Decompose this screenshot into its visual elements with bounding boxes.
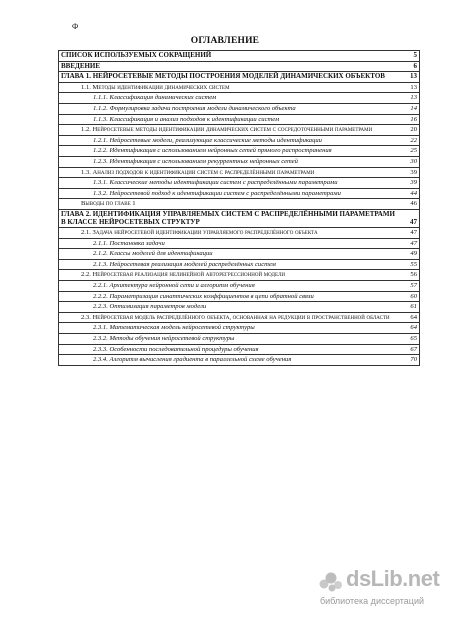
toc-entry-text: 2.3. Нейросетевая модель распределённого объекта, основанная на редукции в пространственной области bbox=[81, 313, 390, 321]
toc-entry-text: 1.1. Методы идентификации динамических систем bbox=[81, 83, 230, 91]
toc-entry-text: ГЛАВА 1. НЕЙРОСЕТЕВЫЕ МЕТОДЫ ПОСТРОЕНИЯ МОДЕЛЕЙ ДИНАМИЧЕСКИХ ОБЪЕКТОВ bbox=[61, 72, 385, 81]
toc-entry bbox=[58, 228, 420, 239]
toc-entry bbox=[58, 189, 420, 200]
toc-entry-text: 2.1.2. Классы моделей для идентификации bbox=[93, 250, 213, 258]
watermark-brand: dsLib.net bbox=[346, 566, 440, 591]
watermark-tagline: библиотека диссертаций bbox=[320, 596, 425, 606]
toc-entry-page: 22 bbox=[410, 136, 417, 144]
toc-entry bbox=[58, 239, 420, 250]
toc-title: ОГЛАВЛЕНИЕ bbox=[190, 36, 260, 46]
toc-entry bbox=[58, 136, 420, 147]
toc-entry bbox=[58, 323, 420, 334]
toc-entry bbox=[58, 178, 420, 189]
toc-entry bbox=[58, 62, 420, 73]
toc-entry bbox=[58, 292, 420, 303]
toc-entry-text: 1.2.1. Нейросетевые модели, реализующие классические методы идентификации bbox=[93, 136, 322, 144]
toc-entry bbox=[58, 260, 420, 271]
toc-entry bbox=[58, 93, 420, 104]
toc-entry bbox=[58, 104, 420, 115]
toc-entry-page: 49 bbox=[410, 250, 417, 258]
toc-entry-text: 1.3.2. Нейросетевой подход к идентификации систем с распределёнными параметрами bbox=[93, 189, 341, 197]
toc-entry-page: 39 bbox=[410, 179, 417, 187]
toc-entry-text: 2.3.4. Алгоритм вычисления градиента в параллельной схеме обучения bbox=[93, 356, 292, 364]
toc-entry-page: 67 bbox=[410, 345, 417, 353]
toc-entry-text: 2.2.1. Архитектура нейронной сети и алгоритм обучения bbox=[93, 282, 255, 290]
toc-entry-page: 13 bbox=[410, 72, 417, 81]
toc-entry-page: 55 bbox=[410, 260, 417, 268]
toc-entry-page: 61 bbox=[410, 303, 417, 311]
toc-entry bbox=[58, 313, 420, 324]
toc-entry-page: 47 bbox=[410, 239, 417, 247]
toc-entry-text: 1.1.1. Классификация динамических систем bbox=[93, 94, 217, 102]
toc-entry-page: 25 bbox=[410, 147, 417, 155]
toc-entry-page: 46 bbox=[410, 200, 417, 208]
toc-entry-page: 30 bbox=[410, 157, 417, 165]
toc-entry bbox=[58, 210, 420, 228]
toc-entry bbox=[58, 83, 420, 94]
toc-entry-text: 2.2. Нейросетевая реализация нелинейной авторегрессионной модели bbox=[81, 271, 285, 279]
toc-entry-page: 20 bbox=[410, 126, 417, 134]
toc-entry-page: 14 bbox=[410, 104, 417, 112]
toc-entry-page: 70 bbox=[410, 356, 417, 364]
toc-entry bbox=[58, 168, 420, 179]
toc-entry-text: 2.2.3. Оптимизация параметров модели bbox=[93, 303, 207, 311]
toc-entry bbox=[58, 281, 420, 292]
toc-entry bbox=[58, 199, 420, 210]
toc-entry bbox=[58, 146, 420, 157]
toc-entry-text: Выводы по главе 1 bbox=[81, 200, 136, 208]
toc-entry bbox=[58, 270, 420, 281]
toc-entry-text: 2.1.1. Постановка задачи bbox=[93, 239, 165, 247]
toc-entry-text: 2.1. Задача нейросетевой идентификации управляемого распределённого объекта bbox=[81, 229, 318, 237]
toc-entry-page: 13 bbox=[410, 94, 417, 102]
toc-entry-page: 56 bbox=[410, 271, 417, 279]
toc-entry-text: 2.2.2. Параметризация синаптических коэффициентов в цепи обратной связи bbox=[93, 292, 314, 300]
page-mark: Ф bbox=[72, 22, 79, 31]
toc-entry-page: 44 bbox=[410, 189, 417, 197]
toc-entry bbox=[58, 72, 420, 83]
toc-entry-text: 1.2.3. Идентификация с использованием рекуррентных нейронных сетей bbox=[93, 157, 298, 165]
toc-entry-text: ВВЕДЕНИЕ bbox=[61, 61, 101, 70]
toc-entry-text: 1.1.2. Формулировка задачи построения модели динамического объекта bbox=[93, 104, 296, 112]
toc-entry bbox=[58, 249, 420, 260]
toc-entry-page: 65 bbox=[410, 335, 417, 343]
toc-entry-text: 2.3.1. Математическая модель нейросетевой структуры bbox=[93, 324, 255, 332]
toc-entry bbox=[58, 355, 420, 366]
toc-entry bbox=[58, 345, 420, 356]
toc-entry-page: 39 bbox=[410, 168, 417, 176]
toc-entry-text: 1.1.3. Классификация и анализ подходов к идентификации систем bbox=[93, 115, 280, 123]
toc-entry bbox=[58, 50, 420, 62]
toc-entry bbox=[58, 157, 420, 168]
table-of-contents bbox=[58, 50, 420, 366]
toc-entry-text: 1.3. Анализ подходов к идентификации систем с распределёнными параметрами bbox=[81, 168, 315, 176]
toc-entry-text: 2.3.2. Методы обучения нейросетевой структуры bbox=[93, 335, 235, 343]
toc-entry-text: 2.1.3. Нейросетевая реализация моделей распределённых систем bbox=[93, 260, 276, 268]
toc-entry-page: 57 bbox=[410, 282, 417, 290]
toc-entry bbox=[58, 302, 420, 313]
toc-entry bbox=[58, 125, 420, 136]
toc-entry-text: ГЛАВА 2. ИДЕНТИФИКАЦИЯ УПРАВЛЯЕМЫХ СИСТЕМ С РАСПРЕДЕЛЁННЫМИ ПАРАМЕТРАМИ В КЛАССЕ НЕЙРОСЕТЕВЫХ СТРУКТУР bbox=[61, 209, 395, 226]
toc-entry-page: 5 bbox=[413, 51, 417, 59]
toc-entry-page: 13 bbox=[410, 83, 417, 91]
toc-entry bbox=[58, 334, 420, 345]
book-icon bbox=[318, 568, 344, 594]
toc-entry-text: 1.3.1. Классические методы идентификации систем с распределёнными параметрами bbox=[93, 179, 338, 187]
toc-entry-text: 1.2. Нейросетевые методы идентификации динамических систем с сосредоточенными параметрами bbox=[81, 126, 373, 134]
toc-entry-page: 64 bbox=[410, 313, 417, 321]
toc-entry-page: 6 bbox=[413, 61, 417, 70]
toc-entry-page: 47 bbox=[410, 217, 417, 226]
toc-entry-page: 16 bbox=[410, 115, 417, 123]
toc-entry-text: 2.3.3. Особенности последовательной процедуры обучения bbox=[93, 345, 259, 353]
watermark-logo bbox=[318, 566, 443, 606]
toc-entry-page: 64 bbox=[410, 324, 417, 332]
toc-entry bbox=[58, 115, 420, 126]
toc-entry-text: 1.2.2. Идентификация с использованием нейронных сетей прямого распространения bbox=[93, 147, 332, 155]
toc-entry-page: 47 bbox=[410, 229, 417, 237]
toc-entry-text: СПИСОК ИСПОЛЬЗУЕМЫХ СОКРАЩЕНИЙ bbox=[61, 51, 212, 59]
toc-entry-page: 60 bbox=[410, 292, 417, 300]
